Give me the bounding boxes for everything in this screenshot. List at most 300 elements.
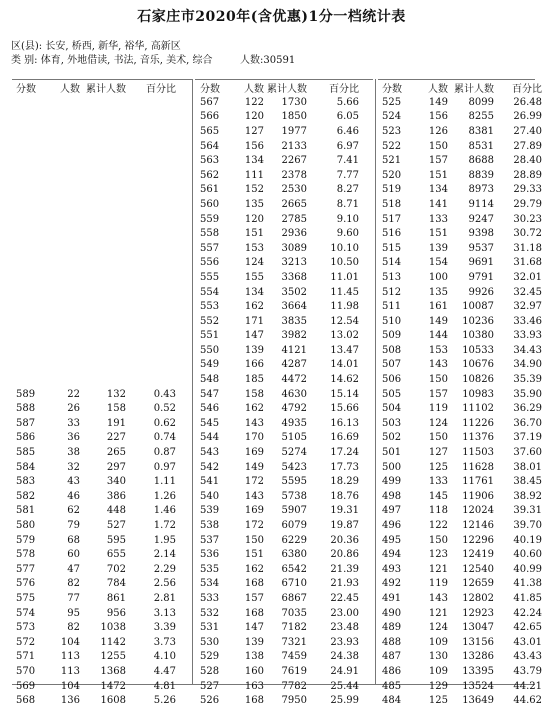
table-cell: 536	[200, 549, 220, 561]
table-cell: 527	[106, 520, 126, 532]
table-cell: 486	[382, 665, 402, 677]
table-cell: 151	[244, 228, 264, 240]
table-cell: 120	[244, 111, 264, 123]
table-row	[12, 620, 176, 635]
table-cell: 547	[200, 388, 220, 400]
table-row	[378, 460, 542, 475]
table-cell: 11.45	[330, 286, 359, 298]
table-cell: 579	[16, 534, 36, 546]
table-cell: 11226	[462, 417, 494, 429]
table-cell: 9247	[468, 213, 494, 225]
table-cell: 138	[244, 651, 264, 663]
table-cell: 487	[382, 651, 402, 663]
table-row	[378, 329, 542, 344]
table-cell: 141	[428, 198, 448, 210]
table-cell: 13649	[462, 695, 494, 707]
table-cell: 150	[244, 534, 264, 546]
table-cell: 525	[382, 96, 402, 108]
table-cell: 9691	[468, 257, 494, 269]
table-cell: 484	[382, 695, 402, 707]
table-cell: 44.62	[513, 695, 542, 707]
table-cell: 448	[106, 505, 126, 517]
table-row	[195, 299, 359, 314]
blank-row	[12, 153, 176, 168]
column-header: 累计人数	[86, 84, 126, 95]
table-cell: 191	[106, 417, 126, 429]
table-row	[195, 256, 359, 271]
table-cell: 38.45	[513, 476, 542, 488]
category-row	[11, 51, 296, 66]
table-row	[195, 241, 359, 256]
table-cell: 7782	[281, 680, 307, 692]
table-row	[195, 460, 359, 475]
table-cell: 41.38	[513, 578, 542, 590]
table-cell: 6710	[281, 578, 307, 590]
table-cell: 490	[382, 607, 402, 619]
blank-row	[12, 314, 176, 329]
table-cell: 139	[428, 242, 448, 254]
table-cell: 5595	[281, 476, 307, 488]
column-header: 累计人数	[454, 84, 494, 95]
table-cell: 121	[428, 607, 448, 619]
table-cell: 4472	[281, 374, 307, 386]
table-cell: 147	[244, 330, 264, 342]
table-row	[195, 387, 359, 402]
table-cell: 82	[67, 578, 80, 590]
table-cell: 1255	[100, 651, 126, 663]
table-cell: 29.79	[513, 198, 542, 210]
table-cell: 956	[106, 607, 126, 619]
table-cell: 538	[200, 520, 220, 532]
table-cell: 157	[428, 155, 448, 167]
table-cell: 143	[428, 359, 448, 371]
blank-row	[12, 197, 176, 212]
table-cell: 123	[428, 549, 448, 561]
table-cell: 126	[428, 125, 448, 137]
table-cell: 12296	[462, 534, 494, 546]
table-row	[195, 445, 359, 460]
blank-row	[12, 183, 176, 198]
table-row	[12, 591, 176, 606]
table-cell: 151	[428, 169, 448, 181]
table-cell: 150	[428, 374, 448, 386]
table-row	[195, 504, 359, 519]
table-cell: 4.47	[153, 665, 176, 677]
table-cell: 551	[200, 330, 220, 342]
table-row	[195, 110, 359, 125]
table-cell: 4121	[281, 344, 307, 356]
table-cell: 6.97	[336, 140, 359, 152]
table-row	[195, 431, 359, 446]
table-cell: 124	[244, 257, 264, 269]
blank-row	[12, 124, 176, 139]
table-cell: 555	[200, 271, 220, 283]
table-cell: 38	[67, 447, 80, 459]
table-cell: 10.10	[330, 242, 359, 254]
table-cell: 68	[67, 534, 80, 546]
table-cell: 10380	[462, 330, 494, 342]
table-cell: 129	[428, 680, 448, 692]
table-cell: 517	[382, 213, 402, 225]
table-cell: 4935	[281, 417, 307, 429]
table-cell: 153	[244, 242, 264, 254]
table-row	[378, 343, 542, 358]
table-cell: 526	[200, 695, 220, 707]
table-cell: 10087	[462, 301, 494, 313]
table-cell: 33.46	[513, 315, 542, 327]
table-row	[12, 504, 176, 519]
table-row	[195, 372, 359, 387]
table-cell: 1368	[100, 665, 126, 677]
table-row	[378, 401, 542, 416]
table-cell: 162	[244, 563, 264, 575]
table-cell: 155	[244, 271, 264, 283]
table-row	[195, 95, 359, 110]
table-row	[195, 285, 359, 300]
table-row	[378, 299, 542, 314]
table-cell: 32.01	[513, 271, 542, 283]
table-cell: 1038	[100, 622, 126, 634]
table-row	[378, 533, 542, 548]
table-header-row	[12, 80, 176, 95]
table-cell: 136	[60, 695, 80, 707]
table-cell: 9791	[468, 271, 494, 283]
table-cell: 172	[244, 476, 264, 488]
table-cell: 515	[382, 242, 402, 254]
table-cell: 386	[106, 490, 126, 502]
table-row	[12, 401, 176, 416]
table-cell: 34.43	[513, 344, 542, 356]
table-cell: 2.14	[153, 549, 176, 561]
table-cell: 7.77	[336, 169, 359, 181]
table-cell: 6.05	[336, 111, 359, 123]
table-cell: 2785	[281, 213, 307, 225]
table-cell: 11761	[462, 476, 494, 488]
table-row	[12, 431, 176, 446]
table-row	[378, 153, 542, 168]
table-cell: 1.11	[153, 476, 176, 488]
table-row	[378, 620, 542, 635]
table-cell: 5274	[281, 447, 307, 459]
blank-row	[12, 110, 176, 125]
table-cell: 556	[200, 257, 220, 269]
table-cell: 510	[382, 315, 402, 327]
table-row	[12, 518, 176, 533]
table-row	[378, 372, 542, 387]
table-cell: 2530	[281, 184, 307, 196]
table-cell: 124	[428, 622, 448, 634]
table-cell: 156	[428, 111, 448, 123]
table-cell: 134	[244, 286, 264, 298]
table-cell: 569	[16, 680, 36, 692]
table-cell: 11102	[462, 403, 494, 415]
table-cell: 5907	[281, 505, 307, 517]
table-cell: 507	[382, 359, 402, 371]
table-cell: 125	[428, 461, 448, 473]
score-table-left	[12, 80, 176, 708]
table-cell: 10236	[462, 315, 494, 327]
table-cell: 7.41	[336, 155, 359, 167]
table-cell: 12419	[462, 549, 494, 561]
score-table-middle	[195, 80, 359, 708]
table-cell: 573	[16, 622, 36, 634]
table-cell: 12923	[462, 607, 494, 619]
table-cell: 557	[200, 242, 220, 254]
table-row	[378, 168, 542, 183]
table-row	[12, 664, 176, 679]
table-cell: 120	[244, 213, 264, 225]
table-cell: 154	[428, 257, 448, 269]
table-cell: 8.71	[336, 198, 359, 210]
table-cell: 528	[200, 665, 220, 677]
table-cell: 265	[106, 447, 126, 459]
table-cell: 503	[382, 417, 402, 429]
table-cell: 23.00	[330, 607, 359, 619]
divider-2	[375, 79, 376, 685]
table-cell: 498	[382, 490, 402, 502]
table-cell: 501	[382, 447, 402, 459]
table-cell: 125	[428, 695, 448, 707]
table-cell: 153	[428, 344, 448, 356]
table-cell: 133	[428, 213, 448, 225]
blank-row	[12, 212, 176, 227]
table-row	[12, 474, 176, 489]
table-row	[12, 562, 176, 577]
table-row	[378, 387, 542, 402]
table-cell: 530	[200, 636, 220, 648]
table-cell: 38.92	[513, 490, 542, 502]
table-cell: 8381	[468, 125, 494, 137]
table-row	[12, 460, 176, 475]
table-cell: 18.76	[330, 490, 359, 502]
table-row	[195, 270, 359, 285]
table-cell: 172	[244, 520, 264, 532]
table-row	[195, 664, 359, 679]
table-row	[195, 153, 359, 168]
table-row	[195, 401, 359, 416]
table-cell: 113	[60, 665, 80, 677]
table-cell: 127	[244, 125, 264, 137]
table-cell: 534	[200, 578, 220, 590]
table-cell: 546	[200, 403, 220, 415]
blank-row	[12, 299, 176, 314]
table-cell: 43	[67, 476, 80, 488]
table-cell: 26.99	[513, 111, 542, 123]
table-cell: 540	[200, 490, 220, 502]
table-row	[195, 416, 359, 431]
table-cell: 3.13	[153, 607, 176, 619]
table-cell: 38.01	[513, 461, 542, 473]
table-cell: 562	[200, 169, 220, 181]
table-cell: 10533	[462, 344, 494, 356]
table-cell: 588	[16, 403, 36, 415]
table-cell: 2665	[281, 198, 307, 210]
table-cell: 24.38	[330, 651, 359, 663]
table-cell: 144	[428, 330, 448, 342]
table-cell: 35.39	[513, 374, 542, 386]
table-cell: 520	[382, 169, 402, 181]
table-cell: 6380	[281, 549, 307, 561]
table-row	[378, 635, 542, 650]
table-cell: 518	[382, 198, 402, 210]
blank-row	[12, 329, 176, 344]
table-cell: 1.26	[153, 490, 176, 502]
table-cell: 9926	[468, 286, 494, 298]
table-cell: 531	[200, 622, 220, 634]
table-cell: 37.60	[513, 447, 542, 459]
table-cell: 702	[106, 563, 126, 575]
table-cell: 22	[67, 388, 80, 400]
table-cell: 3502	[281, 286, 307, 298]
table-cell: 29.33	[513, 184, 542, 196]
table-cell: 11.01	[330, 271, 359, 283]
table-cell: 5.66	[336, 96, 359, 108]
table-cell: 8973	[468, 184, 494, 196]
blank-row	[12, 168, 176, 183]
table-row	[12, 577, 176, 592]
table-cell: 150	[428, 432, 448, 444]
column-header: 分数	[16, 84, 36, 95]
table-cell: 3213	[281, 257, 307, 269]
table-cell: 506	[382, 374, 402, 386]
table-cell: 553	[200, 301, 220, 313]
table-cell: 62	[67, 505, 80, 517]
table-cell: 2.81	[153, 592, 176, 604]
table-cell: 151	[244, 549, 264, 561]
table-cell: 574	[16, 607, 36, 619]
table-cell: 43.43	[513, 651, 542, 663]
table-cell: 543	[200, 447, 220, 459]
table-cell: 20.86	[330, 549, 359, 561]
table-cell: 17.73	[330, 461, 359, 473]
table-cell: 39.31	[513, 505, 542, 517]
table-row	[195, 547, 359, 562]
table-cell: 566	[200, 111, 220, 123]
table-cell: 121	[428, 563, 448, 575]
table-cell: 42.24	[513, 607, 542, 619]
table-cell: 132	[106, 388, 126, 400]
table-cell: 10826	[462, 374, 494, 386]
table-cell: 6867	[281, 592, 307, 604]
table-cell: 13.02	[330, 330, 359, 342]
table-cell: 572	[16, 636, 36, 648]
table-cell: 595	[106, 534, 126, 546]
table-cell: 130	[428, 651, 448, 663]
table-row	[195, 329, 359, 344]
table-cell: 113	[60, 651, 80, 663]
table-row	[195, 679, 359, 694]
table-cell: 27.89	[513, 140, 542, 152]
table-row	[12, 606, 176, 621]
table-cell: 6079	[281, 520, 307, 532]
table-cell: 25.99	[330, 695, 359, 707]
table-cell: 24.91	[330, 665, 359, 677]
table-row	[12, 387, 176, 402]
table-cell: 119	[428, 403, 448, 415]
table-cell: 8.27	[336, 184, 359, 196]
table-cell: 185	[244, 374, 264, 386]
table-cell: 82	[67, 622, 80, 634]
table-cell: 134	[244, 155, 264, 167]
table-cell: 512	[382, 286, 402, 298]
table-cell: 150	[428, 140, 448, 152]
table-cell: 149	[428, 96, 448, 108]
blank-row	[12, 95, 176, 110]
table-cell: 161	[428, 301, 448, 313]
table-cell: 0.62	[153, 417, 176, 429]
table-cell: 2133	[281, 140, 307, 152]
table-cell: 27.40	[513, 125, 542, 137]
table-cell: 169	[244, 505, 264, 517]
table-cell: 20.36	[330, 534, 359, 546]
table-cell: 4.81	[153, 680, 176, 692]
blank-row	[12, 343, 176, 358]
table-cell: 496	[382, 520, 402, 532]
table-cell: 9.10	[336, 213, 359, 225]
column-header: 分数	[382, 84, 402, 95]
table-cell: 4.10	[153, 651, 176, 663]
table-row	[378, 270, 542, 285]
table-row	[12, 445, 176, 460]
table-row	[378, 285, 542, 300]
table-cell: 40.99	[513, 563, 542, 575]
score-table-right	[378, 80, 542, 708]
blank-row	[12, 139, 176, 154]
table-cell: 1.72	[153, 520, 176, 532]
table-cell: 6542	[281, 563, 307, 575]
table-row	[378, 504, 542, 519]
table-row	[195, 168, 359, 183]
table-cell: 30.72	[513, 228, 542, 240]
table-cell: 16.69	[330, 432, 359, 444]
table-cell: 28.40	[513, 155, 542, 167]
table-cell: 570	[16, 665, 36, 677]
table-cell: 1472	[100, 680, 126, 692]
table-row	[12, 635, 176, 650]
table-cell: 158	[244, 388, 264, 400]
column-header: 百分比	[329, 84, 359, 95]
table-cell: 0.97	[153, 461, 176, 473]
table-cell: 147	[244, 622, 264, 634]
table-cell: 124	[428, 417, 448, 429]
blank-row	[12, 358, 176, 373]
table-cell: 162	[244, 403, 264, 415]
table-cell: 152	[244, 184, 264, 196]
table-cell: 16.13	[330, 417, 359, 429]
table-cell: 122	[244, 96, 264, 108]
table-row	[12, 416, 176, 431]
region-line: 区(县): 长安, 桥西, 新华, 裕华, 高新区	[11, 41, 181, 52]
table-cell: 11376	[462, 432, 494, 444]
table-row	[195, 197, 359, 212]
table-cell: 11503	[462, 447, 494, 459]
table-cell: 95	[67, 607, 80, 619]
table-cell: 40.60	[513, 549, 542, 561]
table-cell: 7619	[281, 665, 307, 677]
table-cell: 8099	[468, 96, 494, 108]
column-header: 人数	[244, 84, 264, 95]
table-row	[378, 591, 542, 606]
table-cell: 580	[16, 520, 36, 532]
table-cell: 44.21	[513, 680, 542, 692]
table-cell: 33.93	[513, 330, 542, 342]
table-cell: 493	[382, 563, 402, 575]
table-cell: 13286	[462, 651, 494, 663]
table-cell: 542	[200, 461, 220, 473]
table-cell: 522	[382, 140, 402, 152]
table-cell: 15.66	[330, 403, 359, 415]
table-cell: 10983	[462, 388, 494, 400]
